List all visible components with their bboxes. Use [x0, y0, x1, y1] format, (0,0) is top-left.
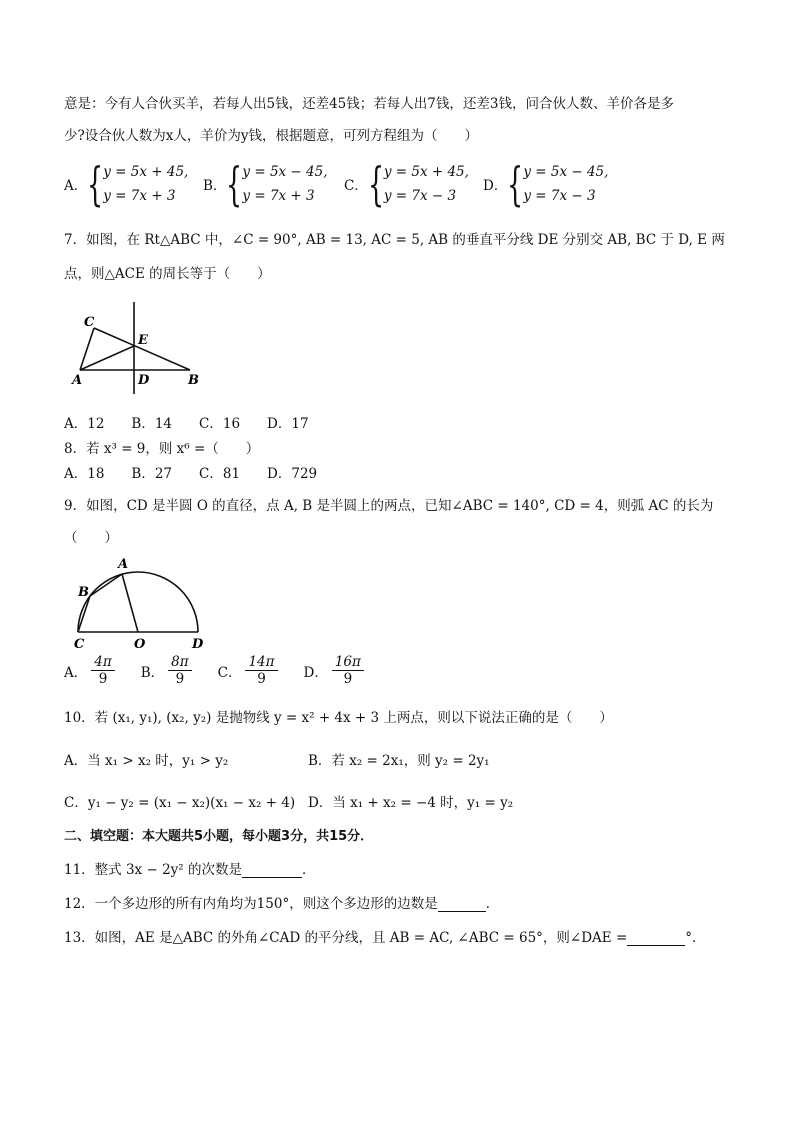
q6-option-b — [203, 157, 328, 211]
q13-punct: °． — [685, 930, 706, 946]
brace-icon: { — [226, 157, 243, 211]
label-b: B — [188, 373, 199, 388]
option-label: C． — [217, 664, 242, 681]
fraction — [245, 654, 277, 687]
label-d: D — [138, 373, 150, 388]
label-a: A — [72, 373, 83, 388]
q10-option-d: D．当 x₁ + x₂ = −4 时，y₁ = y₂ — [308, 795, 514, 811]
equation: y = 5x + 45, — [383, 164, 469, 180]
q8-options: A．18 B．27 C．81 D．729 — [64, 466, 318, 482]
q10-option-c: C．y₁ − y₂ = (x₁ − x₂)(x₁ − x₂ + 4) — [64, 795, 296, 811]
equation: y = 5x − 45, — [242, 164, 328, 180]
option-label: B． — [203, 178, 227, 194]
radius-ao — [122, 574, 138, 632]
q6-option-c — [344, 157, 469, 211]
q7-options: A．12 B．14 C．16 D．17 — [64, 416, 309, 432]
q13-text: 13．如图，AE 是△ABC 的外角∠CAD 的平分线，且 AB = AC, ∠ABC = 65°，则∠DAE = — [64, 930, 628, 946]
label-c: C — [74, 637, 85, 652]
q6-option-a — [64, 157, 189, 211]
brace-icon: { — [367, 157, 384, 211]
label-d: D — [192, 637, 204, 652]
q6-option-d — [483, 157, 609, 211]
q11-text: 11．整式 3x − 2y² 的次数是 — [64, 862, 242, 878]
q7-text-line2: 点，则△ACE 的周长等于（ ） — [64, 266, 271, 282]
label-b: B — [78, 585, 89, 600]
answer-blank[interactable] — [627, 929, 685, 946]
q7-text-line1: 7．如图，在 Rt△ABC 中，∠C = 90°, AB = 13, AC = 5, AB 的垂直平分线 DE 分别交 AB, BC 于 D, E 两 — [64, 232, 725, 248]
label-a: A — [118, 557, 129, 572]
numerator: 8π — [168, 654, 191, 671]
label-e: E — [138, 333, 148, 348]
numerator: 4π — [91, 654, 114, 671]
q9-semicircle-figure — [64, 552, 224, 656]
label-c: C — [84, 315, 95, 330]
label-o: O — [134, 637, 146, 652]
semicircle-arc — [78, 572, 198, 632]
denominator: 9 — [98, 671, 108, 687]
q13-line — [64, 926, 706, 946]
denominator: 9 — [343, 671, 353, 687]
equation: y = 7x − 3 — [523, 188, 596, 204]
q9-options — [64, 654, 368, 687]
brace-icon: { — [507, 157, 524, 211]
equation: y = 5x − 45, — [523, 164, 609, 180]
segment-ae — [80, 346, 134, 370]
brace-icon: { — [87, 157, 104, 211]
answer-blank[interactable] — [438, 895, 486, 912]
q10-text-line1: 10．若 (x₁, y₁), (x₂, y₂) 是抛物线 y = x² + 4x + 3 上两点，则以下说法正确的是（ ） — [64, 710, 613, 726]
q12-line — [64, 892, 499, 912]
q11-punct: ． — [302, 862, 316, 878]
q7-triangle-figure — [64, 296, 214, 400]
denominator: 9 — [257, 671, 266, 687]
q9-text-line2: （ ） — [64, 530, 118, 546]
option-label: C． — [344, 178, 368, 194]
answer-blank[interactable] — [242, 861, 302, 878]
option-label: D． — [303, 664, 328, 681]
q11-line — [64, 858, 316, 878]
fraction — [168, 654, 191, 687]
option-label: A． — [64, 178, 88, 194]
fraction — [91, 654, 114, 687]
numerator: 16π — [332, 654, 364, 671]
segment-ac — [80, 328, 94, 370]
numerator: 14π — [245, 654, 277, 671]
equation: y = 7x + 3 — [242, 188, 315, 204]
q10-option-b: B．若 x₂ = 2x₁，则 y₂ = 2y₁ — [308, 753, 490, 769]
equation: y = 7x + 3 — [103, 188, 176, 204]
denominator: 9 — [175, 671, 185, 687]
option-label: D． — [483, 178, 508, 194]
q12-punct: ． — [485, 896, 500, 912]
equation: y = 5x + 45, — [103, 164, 189, 180]
equation: y = 7x − 3 — [383, 188, 457, 204]
q6-text-line2: 少?设合伙人数为x人，羊价为y钱，根据题意，可列方程组为（ ） — [64, 128, 478, 144]
fraction — [332, 654, 364, 687]
chord-ba — [90, 574, 122, 596]
option-label: B． — [140, 664, 165, 681]
q10-option-a: A．当 x₁ > x₂ 时，y₁ > y₂ — [64, 753, 229, 769]
section-heading-fill-in: 二、填空题：本大题共5小题，每小题3分，共15分． — [64, 829, 374, 844]
q9-text-line1: 9．如图，CD 是半圆 O 的直径，点 A, B 是半圆上的两点，已知∠ABC = 140°, CD = 4，则弧 AC 的长为 — [64, 498, 714, 514]
option-label: A． — [64, 664, 88, 681]
q8-text-line1: 8．若 x³ = 9，则 x⁶ =（ ） — [64, 441, 260, 457]
q12-text: 12．一个多边形的所有内角均为150°，则这个多边形的边数是 — [64, 896, 438, 912]
q6-text-line1: 意是：今有人合伙买羊，若每人出5钱，还差45钱；若每人出7钱，还差3钱，问合伙人数、羊价各是多 — [64, 96, 674, 112]
